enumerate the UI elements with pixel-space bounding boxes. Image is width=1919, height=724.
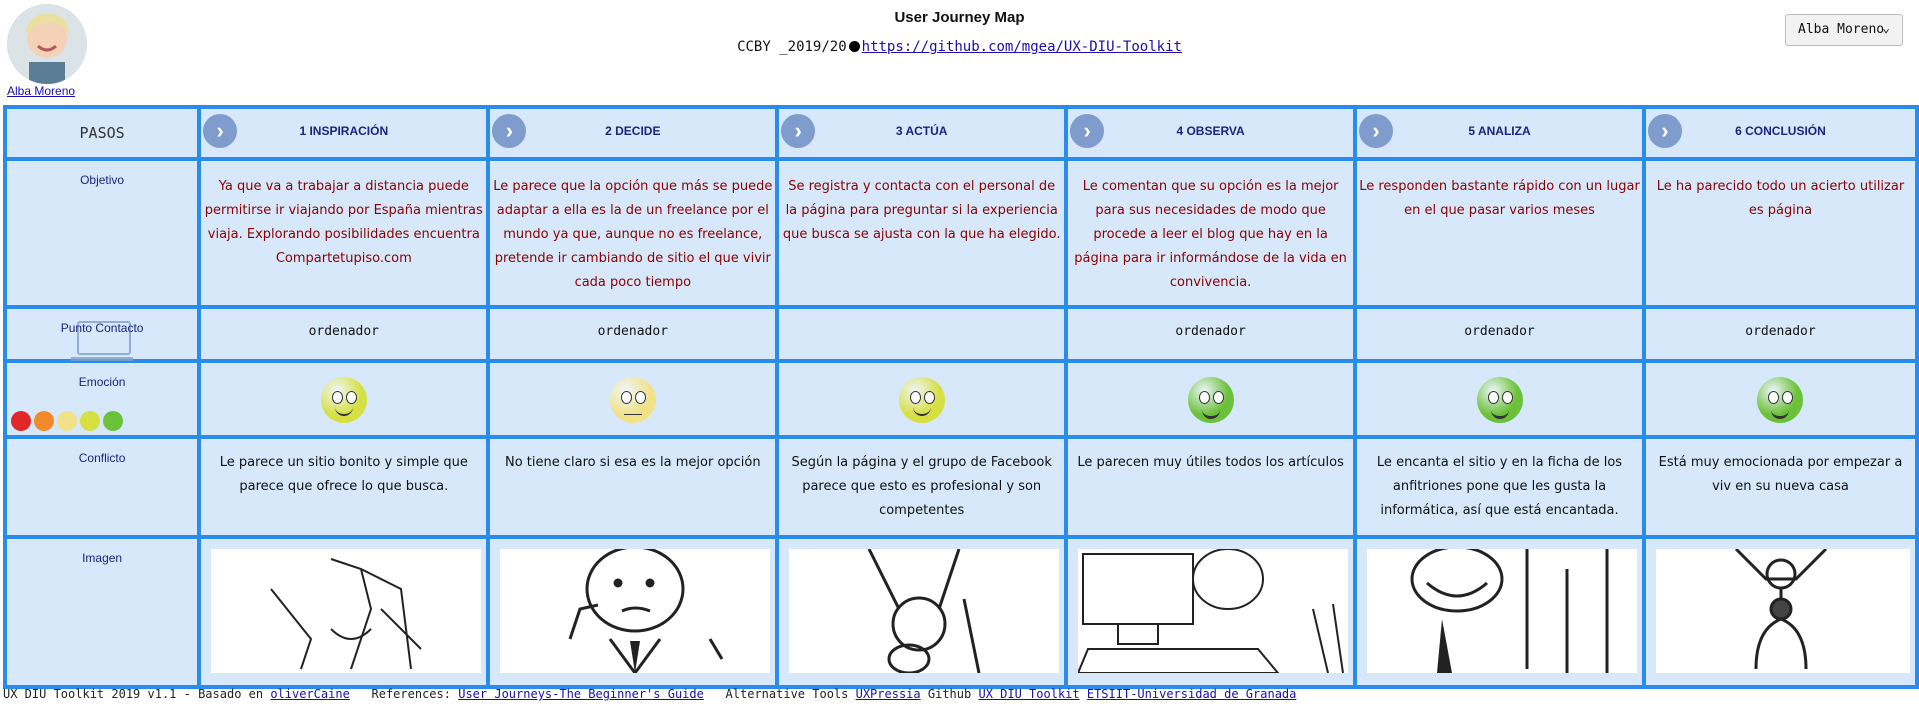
- step-header-1: [199, 107, 488, 159]
- row-header-contacto: [5, 307, 199, 361]
- repo-link[interactable]: https://github.com/mgea/UX-DIU-Toolkit: [861, 39, 1182, 55]
- contacto-cell: ordenador: [1355, 307, 1644, 361]
- footer-text: Github: [927, 687, 972, 701]
- row-label-contacto: Punto Contacto: [60, 321, 144, 335]
- step-label: 3 ACTÚA: [895, 124, 948, 138]
- contacto-cell: ordenador: [199, 307, 488, 361]
- page-title: User Journey Map: [894, 9, 1025, 26]
- chevron-right-icon[interactable]: ›: [492, 114, 526, 148]
- emotion-cell: [1644, 361, 1917, 437]
- chevron-right-icon[interactable]: ›: [1070, 114, 1104, 148]
- content-face-icon: [80, 411, 100, 431]
- chevron-down-icon: ⌄: [1882, 21, 1890, 36]
- footer-text: References:: [371, 687, 451, 701]
- conflicto-cell: Le encanta el sitio y en la ficha de los anfitriones pone que les gusta la informática, así que está encantada.: [1355, 437, 1644, 537]
- emotion-face-icon: [899, 377, 945, 423]
- license-text: CCBY _2019/20: [737, 39, 847, 55]
- footer-link-ux-diu-toolkit[interactable]: UX DIU Toolkit: [978, 687, 1080, 701]
- objetivo-cell: Se registra y contacta con el personal de la página para preguntar si la experiencia que busca se ajusta con la que ha elegido.: [777, 159, 1066, 307]
- conflicto-cell: Le parece un sitio bonito y simple que parece que ofrece lo que busca.: [199, 437, 488, 537]
- footer-link-uxpressia[interactable]: UXPressia: [855, 687, 921, 701]
- emotion-cell: [1066, 361, 1355, 437]
- user-select-dropdown[interactable]: [1785, 14, 1903, 46]
- emotion-face-icon: [610, 377, 656, 423]
- step-header-4: [1066, 107, 1355, 159]
- row-label-imagen: Imagen: [5, 537, 199, 687]
- license-line: [0, 39, 1919, 55]
- emotion-face-icon: [1188, 377, 1234, 423]
- happy-face-icon: [103, 411, 123, 431]
- journey-map-table: [3, 105, 1919, 689]
- step-header-5: [1355, 107, 1644, 159]
- objetivo-cell: Le parece que la opción que más se puede adaptar a ella es la de un freelance por el mundo ya que, aunque no es freelance, pretende ir cambiando de sitio el que vivir cada poco tiempo: [488, 159, 777, 307]
- neutral-face-icon: [57, 411, 77, 431]
- github-icon: [849, 41, 860, 52]
- step-header-2: [488, 107, 777, 159]
- chevron-right-icon[interactable]: ›: [1648, 114, 1682, 148]
- emotion-scale: [11, 411, 126, 434]
- step-header-6: [1644, 107, 1917, 159]
- user-profile-link[interactable]: Alba Moreno: [7, 84, 76, 98]
- sketch-image-conclusion: [1644, 537, 1917, 687]
- contacto-cell: [777, 307, 1066, 361]
- chevron-right-icon[interactable]: ›: [203, 114, 237, 148]
- footer: [3, 687, 1296, 701]
- sketch-image-observa: [1066, 537, 1355, 687]
- emotion-cell: [199, 361, 488, 437]
- contacto-cell: ordenador: [488, 307, 777, 361]
- row-label-objetivo: Objetivo: [5, 159, 199, 307]
- objetivo-cell: Ya que va a trabajar a distancia puede permitirse ir viajando por España mientras viaja. Explorando posibilidades encuentra Compartetupiso.com: [199, 159, 488, 307]
- step-label: 2 DECIDE: [605, 124, 661, 138]
- contacto-cell: ordenador: [1644, 307, 1917, 361]
- objetivo-cell: Le ha parecido todo un acierto utilizar es página: [1644, 159, 1917, 307]
- step-label: 1 INSPIRACIÓN: [299, 124, 389, 138]
- row-label-pasos: PASOS: [5, 107, 199, 159]
- footer-link-olivercaine[interactable]: oliverCaine: [270, 687, 350, 701]
- emotion-face-icon: [321, 377, 367, 423]
- footer-text: Alternative Tools: [725, 687, 849, 701]
- conflicto-cell: Le parecen muy útiles todos los artículos: [1066, 437, 1355, 537]
- step-header-3: [777, 107, 1066, 159]
- objetivo-cell: Le comentan que su opción es la mejor para sus necesidades de modo que procede a leer el blog que hay en la página para ir informándose de la vida en convivencia.: [1066, 159, 1355, 307]
- emotion-cell: [1355, 361, 1644, 437]
- sketch-image-analiza: [1355, 537, 1644, 687]
- emotion-face-icon: [1757, 377, 1803, 423]
- row-header-emocion: [5, 361, 199, 437]
- step-label: 5 ANALIZA: [1468, 124, 1531, 138]
- contacto-cell: ordenador: [1066, 307, 1355, 361]
- footer-text: UX DIU Toolkit 2019 v1.1 - Basado en: [3, 687, 264, 701]
- conflicto-cell: No tiene claro si esa es la mejor opción: [488, 437, 777, 537]
- conflicto-cell: Está muy emocionada por empezar a viv en su nueva casa: [1644, 437, 1917, 537]
- sad-face-icon: [34, 411, 54, 431]
- conflicto-cell: Según la página y el grupo de Facebook parece que esto es profesional y son competentes: [777, 437, 1066, 537]
- emotion-cell: [777, 361, 1066, 437]
- step-label: 4 OBSERVA: [1176, 124, 1245, 138]
- emotion-cell: [488, 361, 777, 437]
- footer-link-user-journeys[interactable]: User Journeys-The Beginner's Guide: [458, 687, 704, 701]
- chevron-right-icon[interactable]: ›: [1359, 114, 1393, 148]
- very-sad-face-icon: [11, 411, 31, 431]
- user-select-value: Alba Moreno: [1798, 22, 1885, 37]
- sketch-image-inspiracion: [199, 537, 488, 687]
- step-label: 6 CONCLUSIÓN: [1735, 124, 1826, 138]
- emotion-face-icon: [1477, 377, 1523, 423]
- row-label-conflicto: Conflicto: [5, 437, 199, 537]
- objetivo-cell: Le responden bastante rápido con un lugar en el que pasar varios meses: [1355, 159, 1644, 307]
- row-label-emocion: Emoción: [78, 375, 126, 389]
- chevron-right-icon[interactable]: ›: [781, 114, 815, 148]
- sketch-image-actua: [777, 537, 1066, 687]
- sketch-image-decide: [488, 537, 777, 687]
- footer-link-etsiit[interactable]: ETSIIT-Universidad de Granada: [1086, 687, 1297, 701]
